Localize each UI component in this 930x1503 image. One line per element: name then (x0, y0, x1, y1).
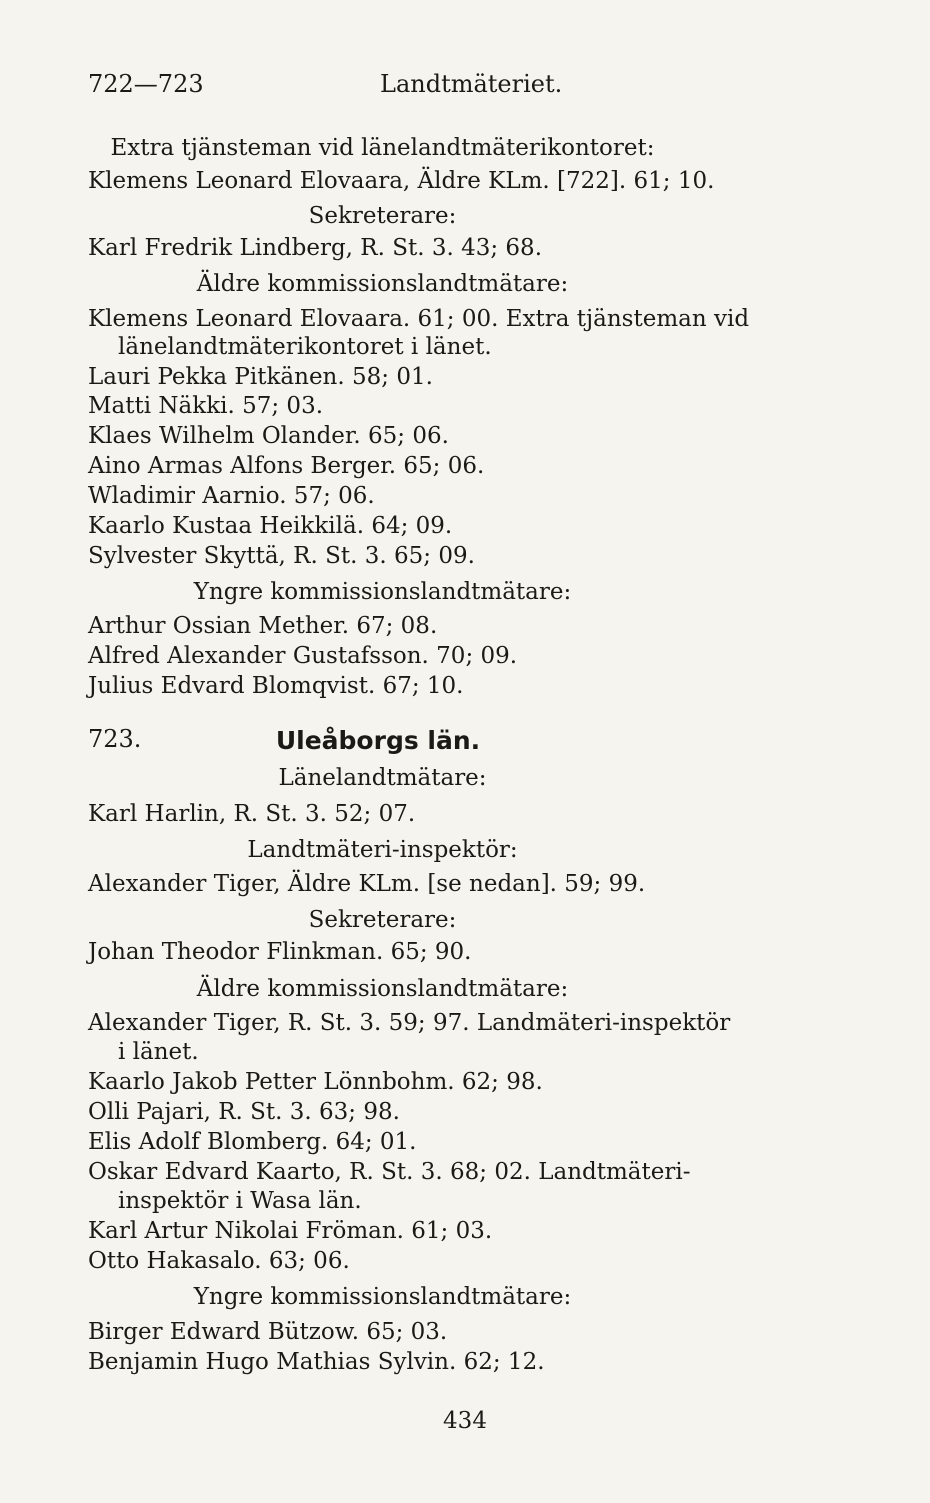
entry-line: Karl Fredrik Lindberg, R. St. 3. 43; 68. (88, 235, 543, 261)
running-header (88, 70, 868, 106)
entry-line: Benjamin Hugo Mathias Sylvin. 62; 12. (88, 1349, 545, 1375)
entry-line: Kaarlo Kustaa Heikkilä. 64; 09. (88, 513, 453, 539)
heading-sekreterare: Sekreterare: (308, 907, 457, 933)
entry-line: Lauri Pekka Pitkänen. 58; 01. (88, 364, 433, 390)
entry-line: Wladimir Aarnio. 57; 06. (88, 483, 375, 509)
entry-line: Klaes Wilhelm Olander. 65; 06. (88, 423, 449, 449)
entry-continuation: i länet. (118, 1039, 199, 1065)
page-number: 434 (443, 1408, 487, 1434)
entry-line: Arthur Ossian Mether. 67; 08. (88, 613, 438, 639)
entry-line: Otto Hakasalo. 63; 06. (88, 1248, 350, 1274)
entry-continuation: inspektör i Wasa län. (118, 1188, 362, 1214)
entry-line: Julius Edvard Blomqvist. 67; 10. (88, 673, 464, 699)
heading-sekreterare: Sekreterare: (308, 203, 457, 229)
heading-yngre-kommissionslandtmatare: Yngre kommissionslandtmätare: (193, 579, 572, 605)
header-page-range: 722—723 (88, 70, 204, 98)
entry-line: Aino Armas Alfons Berger. 65; 06. (88, 453, 485, 479)
entry-line: Alexander Tiger, Äldre KLm. [se nedan]. 59; 99. (88, 871, 646, 897)
entry-line: Birger Edward Bützow. 65; 03. (88, 1319, 448, 1345)
entry-line: Matti Näkki. 57; 03. (88, 393, 324, 419)
entry-line: Kaarlo Jakob Petter Lönnbohm. 62; 98. (88, 1069, 543, 1095)
entry-line: Karl Harlin, R. St. 3. 52; 07. (88, 801, 416, 827)
heading-aldre-kommissionslandtmatare: Äldre kommissionslandtmätare: (196, 271, 569, 297)
entry-line: Johan Theodor Flinkman. 65; 90. (88, 939, 472, 965)
heading-yngre-kommissionslandtmatare: Yngre kommissionslandtmätare: (193, 1284, 572, 1310)
entry-line: Klemens Leonard Elovaara. 61; 00. Extra tjänsteman vid (88, 306, 750, 332)
entry-line: Alfred Alexander Gustafsson. 70; 09. (88, 643, 518, 669)
entry-line: Alexander Tiger, R. St. 3. 59; 97. Landmäteri-inspektör (88, 1010, 731, 1036)
entry-line: Sylvester Skyttä, R. St. 3. 65; 09. (88, 543, 475, 569)
entry-line: Olli Pajari, R. St. 3. 63; 98. (88, 1099, 400, 1125)
heading-landtmateri-inspektor: Landtmäteri-inspektör: (247, 837, 518, 863)
header-title: Landtmäteriet. (380, 70, 563, 98)
heading-aldre-kommissionslandtmatare: Äldre kommissionslandtmätare: (196, 976, 569, 1002)
section-number: 723. (88, 725, 142, 753)
heading-lanelandtmatare: Länelandtmätare: (278, 765, 487, 791)
heading-extra-tjansteman: Extra tjänsteman vid länelandtmäterikontoret: (110, 135, 655, 161)
entry-line: Karl Artur Nikolai Fröman. 61; 03. (88, 1218, 493, 1244)
entry-line: Oskar Edvard Kaarto, R. St. 3. 68; 02. Landtmäteri- (88, 1159, 691, 1185)
entry-continuation: länelandtmäterikontoret i länet. (118, 334, 492, 360)
entry-line: Elis Adolf Blomberg. 64; 01. (88, 1129, 417, 1155)
section-title: Uleåborgs län. (275, 726, 481, 755)
entry-line: Klemens Leonard Elovaara, Äldre KLm. [722]. 61; 10. (88, 168, 715, 194)
